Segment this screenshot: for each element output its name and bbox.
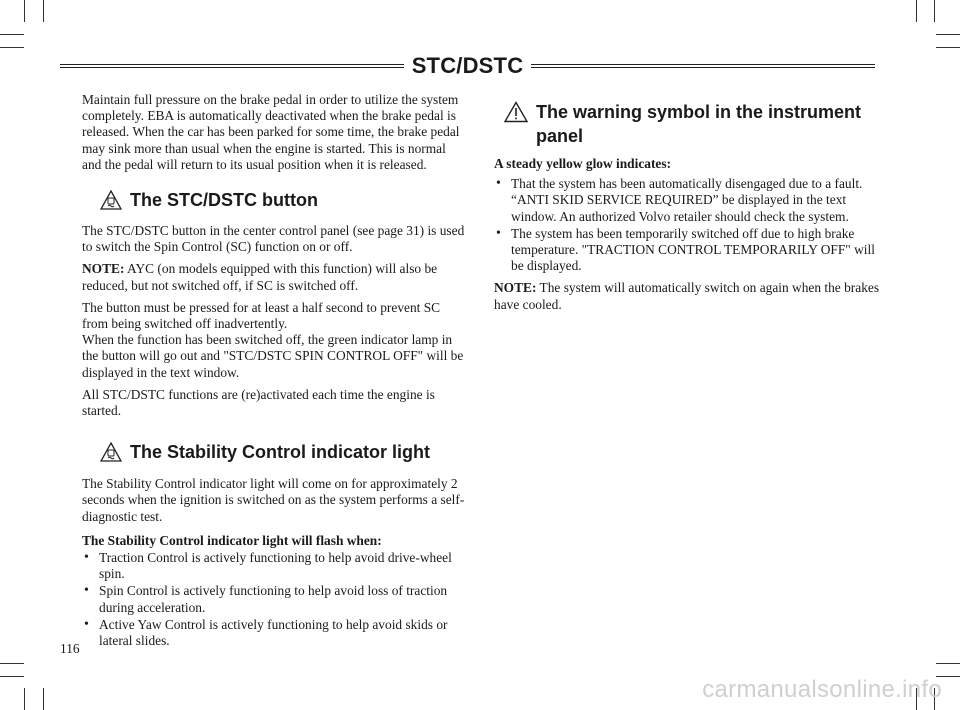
flash-list [82,550,466,649]
crop-mark [0,47,24,48]
flash-heading: The Stability Control indicator light will flash when: [82,532,382,548]
section-heading-stc-button [100,189,466,215]
section-heading-stability [100,441,466,467]
crop-mark [936,663,960,664]
steady-list [494,176,884,274]
crop-mark [934,0,935,22]
note-paragraph [494,280,884,312]
crop-mark [43,0,44,22]
note-label: NOTE: [82,261,125,277]
page-header [60,55,875,81]
note-label: NOTE: [494,280,537,296]
steady-heading: A steady yellow glow indicates: [494,156,672,171]
list-item: • The system has been temporarily switched off due to high brake temperature. "TRACTION CONTROL TEMPORARILY OFF" will be displayed. [494,226,884,275]
skid-car-warning-icon [100,190,122,215]
crop-mark [0,676,24,677]
crop-mark [24,0,25,22]
stc-button-paragraph: The STC/DSTC button in the center control panel (see page 31) is used to switch the Spin Control (SC) function on or off. [82,223,465,255]
list-item: • That the system has been automatically disengaged due to a fault. “ANTI SKID SERVICE REQUIRED” be displayed in the text window. An authorized Volvo retailer should check the system. [494,176,884,225]
reactivation-paragraph: All STC/DSTC functions are (re)activated each time the engine is started. [82,386,435,419]
crop-mark [43,688,44,710]
crop-mark [0,34,24,35]
section-heading-warning [504,100,884,148]
crop-mark [0,663,24,664]
note-text: The system will automatically switch on again when the brakes have cooled. [494,280,880,312]
crop-mark [916,0,917,22]
page-number: 116 [60,641,80,656]
note-text: AYC (on models equipped with this function) will also be reduced, but not switched off, if SC is switched off. [82,261,438,293]
skid-car-warning-icon [100,442,122,467]
list-item: • Active Yaw Control is actively functioning to help avoid skids or lateral slides. [82,617,466,649]
page-title: STC/DSTC [60,53,875,79]
section-heading-text: The STC/DSTC button [130,190,318,211]
crop-mark [936,47,960,48]
right-column [494,100,884,319]
list-item: • Traction Control is actively functioning to help avoid drive-wheel spin. [82,550,466,582]
press-duration-paragraph: The button must be pressed for at least a half second to prevent SC from being switched off inadvertently. [82,299,441,332]
section-heading-text: The warning symbol in the instrument panel [536,102,862,146]
warning-triangle-icon [504,101,528,129]
intro-paragraph: Maintain full pressure on the brake pedal in order to utilize the system completely. EBA is automatically deactivated when the brake pedal is released. When the car has been parked for some time, the brake pedal may sink more than usual when the engine is started. This is normal and the pedal will return to its usual position when it is released. [82,92,460,172]
indicator-off-paragraph: When the function has been switched off, the green indicator lamp in the button will go out and "STC/DSTC SPIN CONTROL OFF" will be displayed in the text window. [82,332,464,380]
note-paragraph [82,261,466,293]
stability-paragraph: The Stability Control indicator light will come on for approximately 2 seconds when the ignition is switched on as the system performs a self-diagnostic test. [82,476,465,524]
section-heading-text: The Stability Control indicator light [130,442,430,463]
crop-mark [24,688,25,710]
left-column [82,92,466,655]
watermark: carmanualsonline.info [702,676,942,703]
crop-mark [936,34,960,35]
list-item: • Spin Control is actively functioning to help avoid loss of traction during acceleration. [82,583,466,615]
